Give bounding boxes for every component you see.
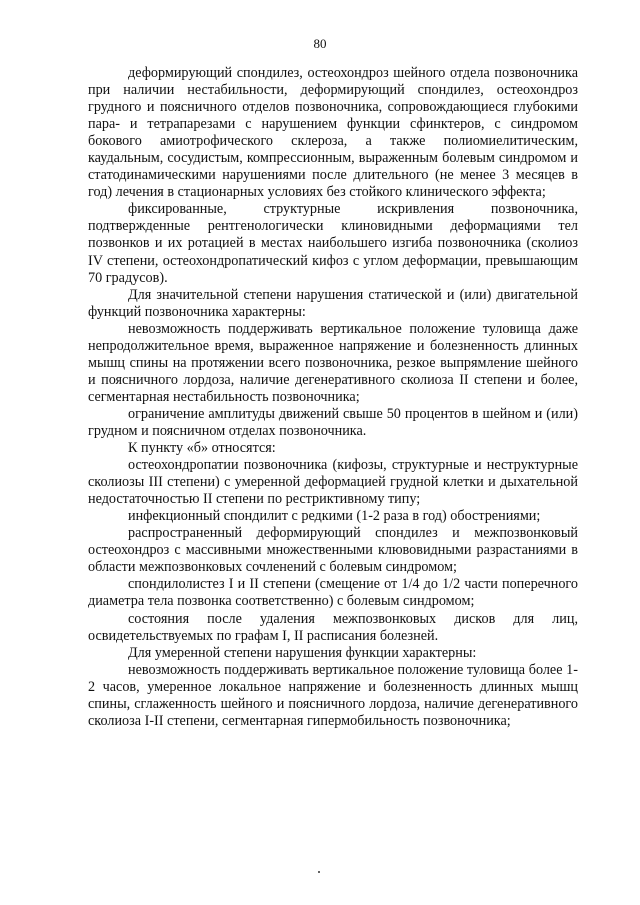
paragraph-5: ограничение амплитуды движений свыше 50 процентов в шейном и (или) грудном и поясничном отделах позвоночника. [88, 405, 578, 439]
page-number: 80 [313, 36, 327, 51]
paragraph-8: инфекционный спондилит с редкими (1-2 раза в год) обострениями; [128, 508, 541, 525]
page-body [88, 65, 578, 730]
paragraph-13: невозможность поддерживать вертикальное положение туловища более 1-2 часов, умеренное локальное напряжение и болезненность длинных мышц спины, сглаженность шейного и поясничного лордоза, наличие дегенеративного сколиоза I-II степени, сегментарная гипермобильность позвоночника; [88, 661, 578, 729]
scan-speck [318, 871, 320, 873]
paragraph-12: Для умеренной степени нарушения функции характерны: [128, 644, 477, 661]
paragraph-6: К пункту «б» относятся: [128, 440, 276, 457]
paragraph-7: остеохондропатии позвоночника (кифозы, структурные и неструктурные сколиозы III степени) с умеренной деформацией грудной клетки и дыхательной недостаточностью II степени по рестриктивному типу; [88, 457, 578, 508]
paragraph-4: невозможность поддерживать вертикальное положение туловища даже непродолжительное время, выраженное напряжение и болезненность длинных мышц спины на протяжении всего позвоночника, резкое выпрямление шейного и поясничного лордоза, наличие дегенеративного сколиоза II степени и более, сегментарная нестабильность позвоночника; [88, 320, 578, 405]
paragraph-9: распространенный деформирующий спондилез и межпозвонковый остеохондроз с массивными множественными клювовидными разрастаниями в области межпозвонковых сочленений с болевым синдромом; [88, 525, 578, 576]
paragraph-11: состояния после удаления межпозвонковых дисков для лиц, освидетельствуемых по графам I, II расписания болезней. [88, 610, 578, 644]
paragraph-2: фиксированные, структурные искривления позвоночника, подтвержденные рентгенологически клиновидными деформациями тел позвонков и их ротацией в местах наибольшего изгиба позвоночника (сколиоз IV степени, остеохондропатический кифоз с углом деформации, превышающим 70 градусов). [88, 201, 578, 286]
paragraph-3: Для значительной степени нарушения статической и (или) двигательной функций позвоночника характерны: [88, 286, 578, 320]
paragraph-1: деформирующий спондилез, остеохондроз шейного отдела позвоночника при наличии нестабильности, деформирующий спондилез, остеохондроз грудного и поясничного отделов позвоночника, сопровождающиеся глубокими пара- и тетрапарезами с нарушением функции сфинктеров, с синдромом бокового амиотрофического склероза, а также полиомиелитическим, каудальным, сосудистым, компрессионным, выраженным болевым синдромом и статодинамическими нарушениями после длительного (не менее 3 месяцев в год) лечения в стационарных условиях без стойкого клинического эффекта; [88, 65, 578, 201]
paragraph-10: спондилолистез I и II степени (смещение от 1/4 до 1/2 части поперечного диаметра тела позвонка соответственно) с болевым синдромом; [88, 576, 578, 610]
